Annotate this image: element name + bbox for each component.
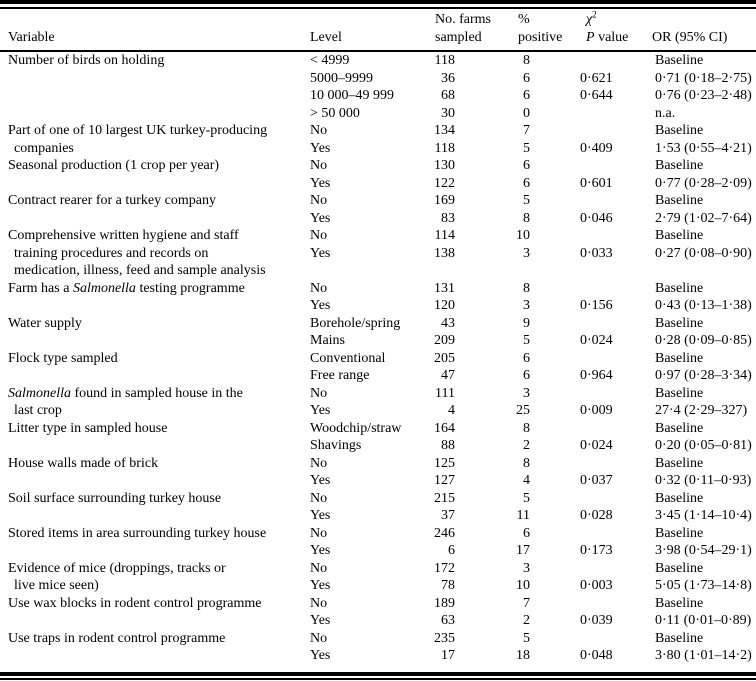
variable-text: Comprehensive written hygiene and staff (8, 228, 239, 243)
or-ci-cell: 27·4 (2·29–327) (655, 403, 748, 418)
variable-cell (0, 140, 300, 158)
pct-positive-cell: 4 (523, 473, 530, 488)
farms-sampled-cell: 134 (434, 123, 455, 138)
or-ci-cell: 3·80 (1·01–14·2) (655, 648, 752, 663)
variable-cell (0, 630, 300, 648)
p-value-label: P value (586, 30, 629, 45)
table-row (0, 52, 756, 70)
variable-cell (0, 420, 300, 438)
pct-positive-cell: 18 (516, 648, 530, 663)
col-header-farms-line1: No. farms (435, 12, 491, 27)
level-cell: Yes (310, 245, 331, 261)
level-cell: No (310, 490, 328, 506)
level-cell: No (310, 385, 328, 401)
or-ci-cell: 0·76 (0·23–2·48) (655, 88, 752, 103)
level-cell: No (310, 455, 328, 471)
farms-sampled-cell: 43 (441, 315, 455, 331)
p-value-cell (530, 350, 655, 368)
col-header-or-ci: OR (95% CI) (652, 30, 728, 45)
pct-positive-cell: 8 (523, 210, 530, 226)
farms-sampled-cell: 47 (441, 368, 455, 383)
col-header-farms-line2: sampled (435, 30, 482, 45)
p-value-cell: 0·156 (580, 298, 613, 313)
or-ci-cell: 3·98 (0·54–29·1) (655, 543, 752, 558)
pct-positive-cell: 3 (523, 385, 530, 401)
variable-cell (0, 175, 300, 193)
table-row (0, 455, 756, 473)
or-ci-cell: Baseline (655, 350, 704, 366)
table-row (0, 402, 756, 420)
or-ci-cell: 0·20 (0·05–0·81) (655, 438, 752, 453)
farms-sampled-cell: 122 (434, 175, 455, 191)
table-row (0, 315, 756, 333)
p-value-cell (530, 420, 655, 438)
p-value-cell (530, 262, 655, 280)
or-ci-cell: Baseline (655, 158, 704, 173)
variable-cell (0, 595, 300, 613)
or-ci-cell: 1·53 (0·55–4·21) (655, 140, 752, 156)
farms-sampled-cell: 88 (441, 438, 455, 453)
farms-sampled-cell: 189 (434, 595, 455, 611)
pct-positive-cell: 9 (523, 315, 530, 331)
p-value-cell: 0·003 (580, 578, 613, 593)
col-header-variable: Variable (8, 30, 55, 45)
p-value-cell (530, 385, 655, 403)
pct-positive-cell: 5 (523, 333, 530, 348)
table-row (0, 245, 756, 263)
table-row (0, 525, 756, 543)
table-row (0, 192, 756, 210)
table-row (0, 262, 756, 280)
variable-text: companies (14, 140, 74, 156)
level-cell: 5000–9999 (310, 70, 373, 86)
or-ci-cell: Baseline (655, 525, 704, 541)
level-cell: Yes (310, 508, 331, 523)
variable-cell (0, 560, 300, 578)
variable-cell (0, 612, 300, 630)
level-cell: Yes (310, 210, 331, 226)
p-value-cell: 0·409 (580, 140, 613, 156)
farms-sampled-cell: 118 (434, 140, 455, 156)
variable-cell (0, 525, 300, 543)
table-row (0, 280, 756, 298)
or-ci-cell: 0·28 (0·09–0·85) (655, 333, 752, 348)
farms-sampled-cell: 36 (441, 70, 455, 86)
farms-sampled-cell: 118 (434, 53, 455, 68)
pct-positive-cell: 5 (523, 140, 530, 156)
pct-positive-cell: 8 (523, 280, 530, 296)
table-row (0, 647, 756, 665)
pct-positive-cell: 6 (523, 525, 530, 541)
pct-positive-cell: 6 (523, 350, 530, 366)
col-header-pct-positive (518, 11, 562, 47)
variable-text: medication, illness, feed and sample analysis (14, 263, 266, 278)
variable-text: live mice seen) (14, 578, 99, 593)
pct-positive-cell: 3 (523, 560, 530, 576)
or-ci-cell: Baseline (655, 385, 704, 401)
or-ci-cell: 0·32 (0·11–0·93) (655, 473, 752, 488)
col-header-level: Level (310, 30, 342, 45)
p-value-cell (530, 490, 655, 508)
col-header-pct-line1: % (518, 12, 530, 27)
pct-positive-cell: 3 (523, 298, 530, 313)
variable-cell (0, 542, 300, 560)
variable-cell (0, 577, 300, 595)
variable-cell (0, 227, 300, 245)
p-value-cell (530, 280, 655, 298)
farms-sampled-cell: 172 (434, 560, 455, 576)
or-ci-cell: 2·79 (1·02–7·64) (655, 210, 752, 226)
or-ci-cell: 0·43 (0·13–1·38) (655, 298, 752, 313)
farms-sampled-cell: 114 (434, 228, 455, 243)
table-row (0, 105, 756, 123)
pct-positive-cell: 10 (516, 228, 530, 243)
variable-cell (0, 262, 300, 280)
variable-text: last crop (14, 403, 62, 418)
farms-sampled-cell: 205 (434, 350, 455, 366)
level-cell: Yes (310, 613, 331, 628)
or-ci-cell: Baseline (655, 420, 704, 436)
variable-italic-text: Salmonella (72, 280, 136, 296)
variable-text: Number of birds on holding (8, 53, 165, 68)
variable-cell (0, 70, 300, 88)
variable-italic-text: Salmonella (8, 385, 71, 401)
table-row (0, 490, 756, 508)
farms-sampled-cell: 120 (434, 298, 455, 313)
variable-cell (0, 280, 300, 298)
or-ci-cell: n.a. (655, 105, 676, 121)
level-cell: Borehole/spring (310, 315, 401, 331)
pct-positive-cell: 8 (523, 420, 530, 436)
p-value-cell: 0·621 (580, 70, 613, 86)
rule-gap (0, 665, 756, 672)
farms-sampled-cell: 83 (441, 210, 455, 226)
pct-positive-cell: 6 (523, 88, 530, 103)
pct-positive-cell: 8 (523, 53, 530, 68)
level-cell: > 50 000 (310, 105, 360, 121)
p-value-cell: 0·024 (580, 438, 613, 453)
or-ci-cell: Baseline (655, 53, 704, 68)
variable-cell (0, 437, 300, 455)
variable-cell (0, 297, 300, 315)
pct-positive-cell: 2 (523, 613, 530, 628)
level-cell: Conventional (310, 350, 386, 366)
farms-sampled-cell: 111 (435, 385, 455, 401)
p-value-cell (530, 525, 655, 543)
pct-positive-cell: 6 (523, 368, 530, 383)
farms-sampled-cell: 37 (441, 508, 455, 523)
table-row (0, 595, 756, 613)
farms-sampled-cell: 6 (448, 543, 455, 558)
p-value-cell (530, 157, 655, 175)
table-row (0, 157, 756, 175)
level-cell: No (310, 560, 328, 576)
table-row (0, 140, 756, 158)
variable-cell (0, 455, 300, 473)
table-row (0, 507, 756, 525)
farms-sampled-cell: 130 (434, 158, 455, 173)
table-row (0, 87, 756, 105)
or-ci-cell (655, 262, 756, 280)
p-value-cell: 0·039 (580, 613, 613, 628)
col-header-chi-squared-p-value (586, 11, 628, 47)
or-ci-cell: 3·45 (1·14–10·4) (655, 508, 752, 523)
level-cell: Yes (310, 403, 331, 418)
farms-sampled-cell: 78 (441, 578, 455, 593)
table-row (0, 437, 756, 455)
variable-cell (0, 507, 300, 525)
p-value-cell (530, 630, 655, 648)
variable-text-after: testing programme (135, 280, 245, 296)
pct-positive-cell: 6 (523, 175, 530, 191)
or-ci-cell: 0·77 (0·28–2·09) (655, 175, 752, 191)
p-value-cell: 0·046 (580, 210, 613, 226)
table-row (0, 70, 756, 88)
level-cell: Yes (310, 298, 331, 313)
variable-text: training procedures and records on (14, 245, 209, 261)
table-row (0, 630, 756, 648)
level-cell: No (310, 158, 328, 173)
pct-positive-cell: 17 (516, 543, 530, 558)
col-header-farms-sampled (435, 11, 491, 47)
table-row (0, 210, 756, 228)
variable-text: Evidence of mice (droppings, tracks or (8, 560, 226, 576)
level-cell: Yes (310, 543, 331, 558)
variable-cell (0, 245, 300, 263)
or-ci-cell: Baseline (655, 193, 704, 208)
p-value-cell: 0·644 (580, 88, 613, 103)
pct-positive-cell: 3 (523, 245, 530, 261)
p-value-cell (530, 595, 655, 613)
variable-text: Soil surface surrounding turkey house (8, 490, 222, 506)
farms-sampled-cell: 125 (434, 455, 455, 471)
pct-positive-cell: 6 (523, 70, 530, 86)
farms-sampled-cell: 17 (441, 648, 455, 663)
variable-cell (0, 52, 300, 70)
variable-text: Contract rearer for a turkey company (8, 193, 216, 208)
or-ci-cell: 0·11 (0·01–0·89) (655, 613, 752, 628)
level-cell: No (310, 595, 328, 611)
or-ci-cell: 5·05 (1·73–14·8) (655, 578, 752, 593)
level-cell: Free range (310, 368, 370, 383)
p-value-cell: 0·033 (580, 245, 613, 261)
pct-positive-cell: 0 (523, 105, 530, 121)
level-cell: Yes (310, 140, 331, 156)
variable-cell (0, 210, 300, 228)
variable-cell (0, 87, 300, 105)
p-value-cell (530, 227, 655, 245)
variable-cell (0, 315, 300, 333)
variable-cell (0, 350, 300, 368)
or-ci-cell: Baseline (655, 123, 704, 138)
farms-sampled-cell: 246 (434, 525, 455, 541)
variable-cell (0, 472, 300, 490)
table-row (0, 472, 756, 490)
level-cell: Yes (310, 648, 331, 663)
variable-text: Use traps in rodent control programme (8, 630, 226, 646)
pct-positive-cell: 7 (523, 123, 530, 138)
variable-cell (0, 402, 300, 420)
or-ci-cell: Baseline (655, 490, 704, 506)
pct-positive-cell: 5 (523, 193, 530, 208)
p-value-cell: 0·037 (580, 473, 613, 488)
level-cell: No (310, 193, 328, 208)
pct-positive-cell: 10 (516, 578, 530, 593)
level-cell: No (310, 280, 328, 296)
table-row (0, 420, 756, 438)
farms-sampled-cell: 169 (434, 193, 455, 208)
level-cell: Yes (310, 175, 331, 191)
variable-text: Part of one of 10 largest UK turkey-producing (8, 123, 268, 138)
or-ci-cell: Baseline (655, 315, 704, 331)
variable-cell (0, 105, 300, 123)
farms-sampled-cell: 63 (441, 613, 455, 628)
table-row (0, 577, 756, 595)
level-cell: No (310, 228, 328, 243)
variable-text: Farm has a (8, 280, 73, 296)
or-ci-cell: Baseline (655, 560, 704, 576)
farms-sampled-cell (430, 262, 455, 280)
farms-sampled-cell: 127 (434, 473, 455, 488)
level-cell: No (310, 123, 328, 138)
pct-positive-cell: 8 (523, 455, 530, 471)
variable-text: Use wax blocks in rodent control programme (8, 595, 262, 611)
level-cell: < 4999 (310, 53, 350, 68)
pct-positive-cell: 11 (516, 508, 530, 523)
col-header-pct-line2: positive (518, 30, 563, 45)
p-value-cell (530, 192, 655, 210)
table-row (0, 385, 756, 403)
p-value-cell (530, 315, 655, 333)
level-cell: No (310, 525, 328, 541)
variable-cell (0, 367, 300, 385)
or-ci-cell: Baseline (655, 455, 704, 471)
p-value-cell: 0·601 (580, 175, 613, 191)
level-cell: Mains (310, 333, 345, 348)
farms-sampled-cell: 235 (434, 630, 455, 646)
level-cell: No (310, 630, 328, 646)
variable-text: House walls made of brick (8, 455, 159, 471)
farms-sampled-cell: 138 (434, 245, 455, 261)
table-row (0, 297, 756, 315)
or-ci-cell: 0·71 (0·18–2·75) (655, 70, 752, 86)
p-value-cell: 0·048 (580, 648, 613, 663)
p-value-cell: 0·173 (580, 543, 613, 558)
table-row (0, 227, 756, 245)
variable-cell (0, 490, 300, 508)
pct-positive-cell: 5 (523, 490, 530, 506)
p-value-cell: 0·964 (580, 368, 613, 383)
level-cell: Yes (310, 473, 331, 488)
level-cell: Shavings (310, 438, 362, 453)
variable-cell (0, 385, 300, 403)
table-body (0, 52, 756, 665)
level-cell: 10 000–49 999 (310, 88, 394, 103)
or-ci-cell: 0·27 (0·08–0·90) (655, 245, 752, 261)
or-ci-cell: Baseline (655, 595, 704, 611)
chi-squared-symbol: $\chi^2$ (586, 9, 597, 27)
variable-text: Seasonal production (1 crop per year) (8, 158, 220, 173)
table-row (0, 175, 756, 193)
level-cell (300, 262, 430, 280)
p-value-cell: 0·009 (580, 403, 613, 418)
pct-positive-cell: 2 (523, 438, 530, 453)
table-row (0, 350, 756, 368)
variable-cell (0, 157, 300, 175)
variable-text: Water supply (8, 315, 82, 331)
p-value-cell (530, 52, 655, 70)
farms-sampled-cell: 215 (434, 490, 455, 506)
farms-sampled-cell: 68 (441, 88, 455, 103)
level-cell: Yes (310, 578, 331, 593)
bottom-rule-thin (0, 678, 756, 680)
p-value-cell (530, 455, 655, 473)
farms-sampled-cell: 131 (434, 280, 455, 296)
farms-sampled-cell: 209 (434, 333, 455, 348)
variable-text: Flock type sampled (8, 350, 118, 366)
pct-positive-cell: 6 (523, 158, 530, 173)
variable-cell (0, 192, 300, 210)
pct-positive-cell (455, 262, 530, 280)
or-ci-cell: 0·97 (0·28–3·34) (655, 368, 752, 383)
variable-cell (0, 332, 300, 350)
pct-positive-cell: 5 (523, 630, 530, 646)
table-row (0, 122, 756, 140)
p-value-cell (530, 122, 655, 140)
table-header (0, 9, 756, 50)
table-row (0, 332, 756, 350)
or-ci-cell: Baseline (655, 630, 704, 646)
variable-text: Stored items in area surrounding turkey house (8, 525, 267, 541)
table-row (0, 612, 756, 630)
table-row (0, 367, 756, 385)
variable-cell (0, 122, 300, 140)
variable-text-after: found in sampled house in the (71, 385, 243, 401)
table-row (0, 542, 756, 560)
p-value-cell (530, 560, 655, 578)
pct-positive-cell: 7 (523, 595, 530, 611)
p-value-cell (530, 105, 655, 123)
farms-sampled-cell: 164 (434, 420, 455, 436)
level-cell: Woodchip/straw (310, 420, 402, 436)
or-ci-cell: Baseline (655, 280, 704, 296)
p-value-cell: 0·028 (580, 508, 613, 523)
or-ci-cell: Baseline (655, 228, 704, 243)
variable-cell (0, 647, 300, 665)
variable-text: Litter type in sampled house (8, 420, 168, 436)
table-row (0, 560, 756, 578)
farms-sampled-cell: 30 (441, 105, 455, 121)
p-value-cell: 0·024 (580, 333, 613, 348)
pct-positive-cell: 25 (516, 403, 530, 418)
farms-sampled-cell: 4 (448, 403, 455, 418)
